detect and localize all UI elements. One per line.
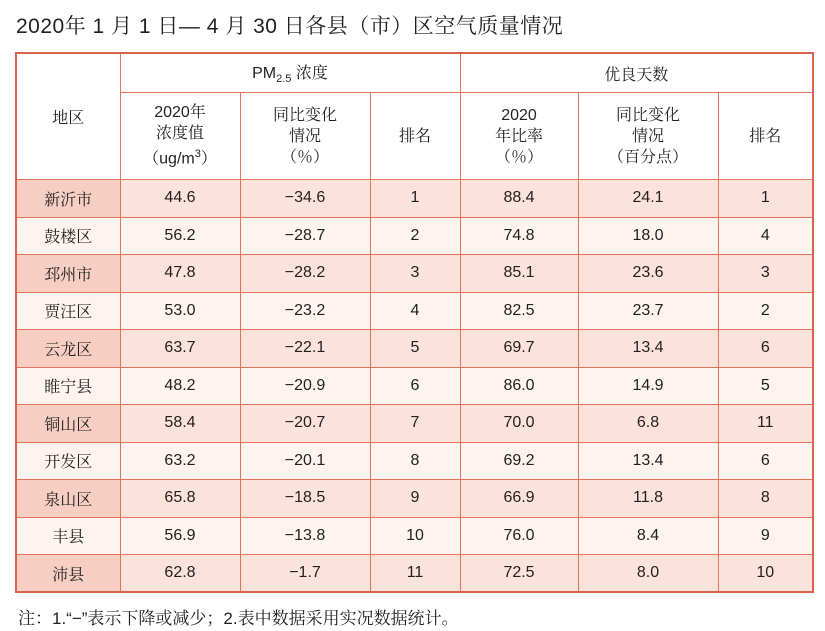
cell-gd-rate: 66.9 — [460, 480, 578, 518]
cell-gd-change: 8.4 — [578, 517, 718, 555]
table-row — [16, 330, 813, 368]
cell-pm-value: 56.9 — [120, 517, 240, 555]
cell-pm-value: 44.6 — [120, 180, 240, 218]
cell-pm-change: −13.8 — [240, 517, 370, 555]
cell-region: 贾汪区 — [16, 292, 120, 330]
page-title: 2020年 1 月 1 日— 4 月 30 日各县（市）区空气质量情况 — [16, 15, 564, 38]
cell-pm-rank: 5 — [370, 330, 460, 368]
cell-gd-rate: 76.0 — [460, 517, 578, 555]
pm25-label-main: PM — [252, 65, 277, 83]
cell-pm-rank: 10 — [370, 517, 460, 555]
cell-gd-rank: 6 — [718, 330, 813, 368]
cell-gd-change: 24.1 — [578, 180, 718, 218]
cell-pm-rank: 4 — [370, 292, 460, 330]
pm-value-line3 — [121, 144, 240, 169]
cell-pm-rank: 7 — [370, 405, 460, 443]
col-header-region: 地区 — [16, 53, 120, 180]
cell-region: 睢宁县 — [16, 367, 120, 405]
cell-gd-change: 11.8 — [578, 480, 718, 518]
cell-pm-rank: 9 — [370, 480, 460, 518]
table-row — [16, 180, 813, 218]
cell-pm-rank: 2 — [370, 217, 460, 255]
cell-pm-value: 58.4 — [120, 405, 240, 443]
cell-gd-rank: 10 — [718, 555, 813, 593]
pm-value-unit-post: ） — [200, 150, 217, 168]
col-header-gd-rank: 排名 — [718, 93, 813, 180]
cell-pm-change: −1.7 — [240, 555, 370, 593]
gd-change-line1: 同比变化 — [616, 106, 681, 124]
cell-gd-change: 13.4 — [578, 330, 718, 368]
cell-pm-change: −18.5 — [240, 480, 370, 518]
col-header-good-days: 优良天数 — [460, 53, 813, 93]
cell-gd-rate: 72.5 — [460, 555, 578, 593]
cell-region: 铜山区 — [16, 405, 120, 443]
table-row — [16, 442, 813, 480]
cell-region: 沛县 — [16, 555, 120, 593]
cell-gd-rate: 70.0 — [460, 405, 578, 443]
cell-pm-value: 47.8 — [120, 255, 240, 293]
cell-region: 云龙区 — [16, 330, 120, 368]
cell-gd-change: 23.7 — [578, 292, 718, 330]
table-row — [16, 517, 813, 555]
gd-rate-line2: 年比率 — [495, 127, 544, 145]
col-header-pm-change — [240, 93, 370, 180]
cell-pm-change: −20.9 — [240, 367, 370, 405]
cell-gd-rate: 86.0 — [460, 367, 578, 405]
cell-pm-change: −20.7 — [240, 405, 370, 443]
table-note: 注：1.“−”表示下降或减少；2.表中数据采用实况数据统计。 — [18, 609, 459, 628]
cell-region: 开发区 — [16, 442, 120, 480]
cell-pm-change: −20.1 — [240, 442, 370, 480]
table-row — [16, 292, 813, 330]
air-quality-table — [15, 52, 814, 593]
col-header-pm-rank: 排名 — [370, 93, 460, 180]
table-row — [16, 217, 813, 255]
pm-value-unit-pre: （ug/m — [143, 150, 195, 168]
table-header — [16, 53, 813, 180]
cell-region: 丰县 — [16, 517, 120, 555]
cell-gd-rank: 6 — [718, 442, 813, 480]
cell-pm-rank: 11 — [370, 555, 460, 593]
cell-pm-rank: 1 — [370, 180, 460, 218]
table-row — [16, 480, 813, 518]
col-header-pm-value — [120, 93, 240, 180]
cell-gd-rank: 2 — [718, 292, 813, 330]
table-row — [16, 367, 813, 405]
pm-value-unit-sup: 3 — [194, 148, 201, 161]
cell-gd-change: 23.6 — [578, 255, 718, 293]
cell-pm-change: −23.2 — [240, 292, 370, 330]
cell-pm-value: 63.7 — [120, 330, 240, 368]
pm-value-line1: 2020年 — [154, 104, 206, 122]
cell-region: 邳州市 — [16, 255, 120, 293]
table-body — [16, 180, 813, 593]
cell-gd-rank: 9 — [718, 517, 813, 555]
cell-pm-value: 62.8 — [120, 555, 240, 593]
table-header-group-row — [16, 53, 813, 93]
gd-rate-line1: 2020 — [501, 106, 537, 124]
pm-change-line3: （％） — [280, 148, 329, 166]
cell-gd-rank: 11 — [718, 405, 813, 443]
cell-pm-change: −28.7 — [240, 217, 370, 255]
cell-gd-rank: 5 — [718, 367, 813, 405]
cell-gd-change: 6.8 — [578, 405, 718, 443]
cell-region: 泉山区 — [16, 480, 120, 518]
pm-value-line2: 浓度值 — [155, 125, 204, 143]
cell-gd-rank: 4 — [718, 217, 813, 255]
table-row — [16, 555, 813, 593]
col-header-gd-rate — [460, 93, 578, 180]
cell-pm-value: 48.2 — [120, 367, 240, 405]
pm-change-line2: 情况 — [288, 127, 321, 145]
cell-gd-rate: 69.2 — [460, 442, 578, 480]
table-header-sub-row — [16, 93, 813, 180]
cell-region: 鼓楼区 — [16, 217, 120, 255]
pm25-label-tail: 浓度 — [291, 65, 328, 83]
gd-change-line3: （百分点） — [608, 148, 689, 166]
cell-gd-rate: 82.5 — [460, 292, 578, 330]
cell-gd-change: 14.9 — [578, 367, 718, 405]
cell-pm-rank: 3 — [370, 255, 460, 293]
cell-gd-change: 8.0 — [578, 555, 718, 593]
table-row — [16, 255, 813, 293]
pm25-label-sub: 2.5 — [276, 73, 292, 86]
cell-gd-rank: 8 — [718, 480, 813, 518]
col-header-pm25 — [120, 53, 460, 93]
cell-gd-change: 13.4 — [578, 442, 718, 480]
cell-pm-value: 53.0 — [120, 292, 240, 330]
cell-gd-rate: 74.8 — [460, 217, 578, 255]
cell-pm-value: 56.2 — [120, 217, 240, 255]
cell-pm-change: −34.6 — [240, 180, 370, 218]
gd-change-line2: 情况 — [632, 127, 665, 145]
cell-gd-rate: 85.1 — [460, 255, 578, 293]
pm-change-line1: 同比变化 — [272, 106, 337, 124]
cell-gd-rate: 69.7 — [460, 330, 578, 368]
cell-gd-rank: 1 — [718, 180, 813, 218]
cell-region: 新沂市 — [16, 180, 120, 218]
cell-pm-value: 65.8 — [120, 480, 240, 518]
table-row — [16, 405, 813, 443]
cell-pm-rank: 8 — [370, 442, 460, 480]
cell-pm-change: −28.2 — [240, 255, 370, 293]
cell-gd-rank: 3 — [718, 255, 813, 293]
cell-pm-change: −22.1 — [240, 330, 370, 368]
cell-pm-rank: 6 — [370, 367, 460, 405]
cell-gd-change: 18.0 — [578, 217, 718, 255]
cell-pm-value: 63.2 — [120, 442, 240, 480]
cell-gd-rate: 88.4 — [460, 180, 578, 218]
col-header-gd-change — [578, 93, 718, 180]
gd-rate-line3: （％） — [495, 148, 544, 166]
